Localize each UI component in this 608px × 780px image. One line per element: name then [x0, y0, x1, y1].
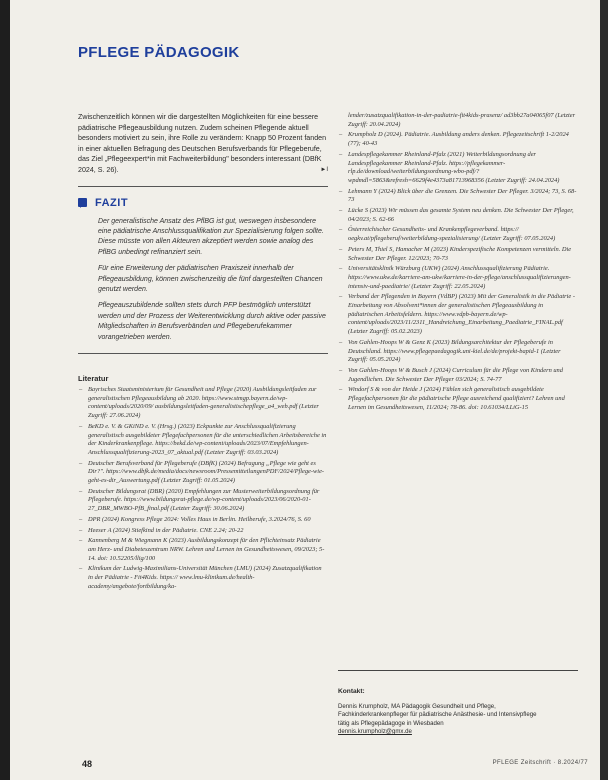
reference-item: _ Landespflegekammer Rheinland-Pfalz (2021) Weiterbildungsordnung der Landespflegekammer Rheinland-Pfalz. https://pflegekammer-rlp.de/download/weiterbildungsordnung-wbo-pdf/?wpdmdl=5863&refresh=6629f4e4373a81713968356 (Letzter Zugriff: 24.04.2024): [338, 151, 578, 186]
reference-item: _ Windorf S & von der Heide J (2024) Fühlen sich generalistisch ausgebildete Pflegefachpersonen für die pädiatrische Pflege ausreichend qualifiziert? Lehren und Lernen im Gesundheitswesen, 11/2024; 78-86. doi: 10.61034/LLiG-15: [338, 386, 578, 412]
contact-email[interactable]: dennis.krumpholz@gmx.de: [338, 728, 412, 736]
right-column: [338, 112, 578, 415]
reference-item: _ Peters M, Thiel S, Hamacher M (2023) Kinderspezifische Kompetenzen vermitteln. Die Schwester Der Pfleger. 12/2023; 70-73: [338, 246, 578, 263]
page-number: 48: [82, 759, 93, 769]
reference-item: _ Von Gahlen-Hoops W & Busch J (2024) Curriculum für die Pflege von Kindern und Jugendlichen. Die Schwester Der Pfleger 03/2024; S. 74-77: [338, 367, 578, 384]
contact-divider: [338, 670, 578, 671]
contact-box: [338, 688, 578, 737]
reference-continuation: lender/zusatzqualifikation-in-der-padiatrie-fit4kids-prasenz/ ad3bb27a04065f07 (Letzter Zugriff: 20.04.2024): [348, 112, 576, 128]
reference-item: _ Lehmann Y (2024) Blick über die Grenzen. Die Schwester Der Pfleger. 3/2024; 73, S. 68-73: [338, 188, 578, 205]
reference-item: _ Lücke S (2023) Wir müssen das gesamte System neu denken. Die Schwester Der Pfleger, 04/2023; S. 62-66: [338, 207, 578, 224]
reference-item: _ Klinikum der Ludwig-Maximilians-Universität München (LMU) (2024) Zusatzqualifikation in der Pädiatrie - Fit4Kids. https:// www.lmu-klinikum.de/health-academy/angebote/fortbildung/ka-: [78, 565, 328, 591]
fazit-paragraph: Für eine Erweiterung der pädiatrischen Praxiszeit innerhalb der Pflegeausbildung, können zwischenzeitig die fünf dargestellten Chancen genutzt werden.: [98, 265, 323, 293]
section-title: PFLEGE PÄDAGOGIK: [78, 44, 240, 61]
fazit-paragraph: Pflegeauszubildende sollten stets durch PFP bestmöglich unterstützt werden und der Prozess der Weiterentwicklung durch aktive oder passive Mitgliedschaften in Berufsverbänden und Pflegeberufekammer vorangetrieben werden.: [98, 302, 326, 341]
reference-item: _ Krumpholz D (2024). Pädiatrie. Ausbildung anders denken. Pflegezeitschrift 1-2/2024 (77); 40-43: [338, 131, 578, 148]
divider: [78, 186, 328, 187]
reference-item: _ Von Gahlen-Hoops W & Genz K (2023) Bildungsarchitektur der Pflegeberufe in Deutschland. https://www.pflegepaedagogik.uni-kiel.de/de/projekt-bapid-1 (Letzter Zugriff: 05.05.2024): [338, 339, 578, 365]
end-mark-icon: ►I: [320, 166, 328, 173]
reference-item: _ BeKD e. V. & GKiND e. V. (Hrsg.) (2023) Eckpunkte zur Anschlussqualifizierung generalistisch ausgebildeter Pflegefachpersonen für die unterschiedlichen Arbeitsbereiche in der Kinderkrankenpflege. https://bekd.de/wp-content/uploads/2023/07/Empfehlungen-Anschlussqualifizierung-2023_07_aktual.pdf (Letzter Zugriff: 03.03.2024): [78, 423, 328, 458]
fazit-paragraph: Der generalistische Ansatz des PflBG ist gut, weswegen insbesondere eine pädiatrische Anschlussqualifikation zur Spezialisierung folgen sollte. Diese müsste von allen Akteuren akzeptiert werden sowie analog des PflBG unbedingt refinanziert sein.: [98, 217, 324, 256]
reference-item: _ Bayrisches Staatsministerium für Gesundheit und Pflege (2020) Ausbildungsleitfaden zur generalistischen Pflegeausbildung ab 2020. https://www.stmgp.bayern.de/wp-content/uploads/2020/09/ ausbildungsleitfaden-generalistischepflege_a4_web.pdf (Letzter Zugriff: 27.06.2024): [78, 386, 328, 421]
intro-paragraph: [78, 112, 328, 176]
divider: [78, 353, 328, 354]
contact-title: Kontakt:: [338, 688, 365, 695]
reference-item: _ DPR (2024) Kongress Pflege 2024: Volles Haus in Berlin. Heilberufe, 3.2024/76, S. 60: [78, 516, 328, 525]
magazine-footer: PFLEGE Zeitschrift · 8.2024/77: [492, 760, 588, 766]
reference-item: _ Deutscher Berufsverband für Pflegeberufe (DBfK) (2024) Befragung „Pflege wie geht es Dir?". https://www.dbfk.de/media/docs/newsroom/PressemitteilungenPDF/2024/Pflege-wie-geht-es-dir_Auswertung.pdf (Letzter Zugriff: 01.05.2024): [78, 460, 328, 486]
contact-line: Fachkinderkrankenpfleger für pädiatrische Anästhesie- und Intensivpflege: [338, 711, 537, 719]
reference-item: _ Heeser A (2024) Stiefkind in der Pädiatrie. CNE 2.24; 20-22: [78, 527, 328, 536]
speech-bubble-icon: [78, 198, 87, 207]
left-column: [78, 112, 328, 594]
literatur-title: Literatur: [78, 374, 109, 384]
reference-item: _ Universitätsklinik Würzburg (UKW) (2024) Anschlussqualifizierung Pädiatrie. https://www.ukw.de/karriere-am-ukw/karriere-in-der-pflege/anschlussqualifizierungen-intensiv-und-paediatrie/ (Letzter Zugriff: 22.05.2024): [338, 265, 578, 291]
fazit-title: FAZIT: [95, 196, 129, 209]
reference-item: _ Kannenberg M & Wiegmann K (2023) Ausbildungskonzept für den Pflichteinsatz Pädiatrie am Herz- und Diabeteszentrum NRW. Lehren und Lernen im Gesundheitswesen, 09/2023; 5-14. doi: 10.52205/llig/100: [78, 537, 328, 563]
reference-item: _ Deutscher Bildungsrat (DBR) (2020) Empfehlungen zur Musterweiterbildungsordnung für Pflegeberufe. https://www.bildungsrat-pflege.de/wp-content/uploads/2023/06/2020-01-27_DBR_MWBO-PfB_final.pdf (Letzter Zugriff: 30.06.2024): [78, 488, 328, 514]
reference-item: _ Österreichischer Gesundheits- und Krankenpflegeverband. https:// oegkv.at/pflegeberuf/weiterbildung-spezialisierung/ (Letzter Zugriff: 07.05.2024): [338, 226, 578, 243]
intro-text: Zwischenzeitlich können wir die dargestellten Möglichkeiten für eine bessere pädiatrische Pflegeausbildung nutzen. Zudem scheinen Pflegende aktuell besonders motiviert zu sein, ihre Rolle zu verändern: Knapp 50 Prozent fanden in einer aktuellen Befragung des Deutschen Berufsverbands für Pflegeberufe, das Ziel „Pflegeexpert*in mit Fachweiterbildung" besonders interessant (DBfK 2024, S. 26).: [78, 113, 327, 174]
reference-item: _ Verband der Pflegenden in Bayern (VdBP) (2023) Mit der Generalistik in die Pädiatrie - Einarbeitung von Absolvent*innen der generalistischen Pflegeausbildung in pädiatrischen Arbeitsfeldern. https://www.vdpb-bayern.de/wp-content/uploads/2023/11/2311_Handreichung_Einarbeitung_Paediatrie_FINAL.pdf (Letzter Zugriff: 05.02.2023): [338, 293, 578, 337]
binding-edge: [0, 0, 10, 780]
fazit-header: [78, 197, 328, 209]
contact-line: tätig als Pflegepädagoge in Wiesbaden: [338, 719, 444, 727]
contact-line: Dennis Krumpholz, MA Pädagogik Gesundheit und Pflege,: [338, 702, 496, 710]
